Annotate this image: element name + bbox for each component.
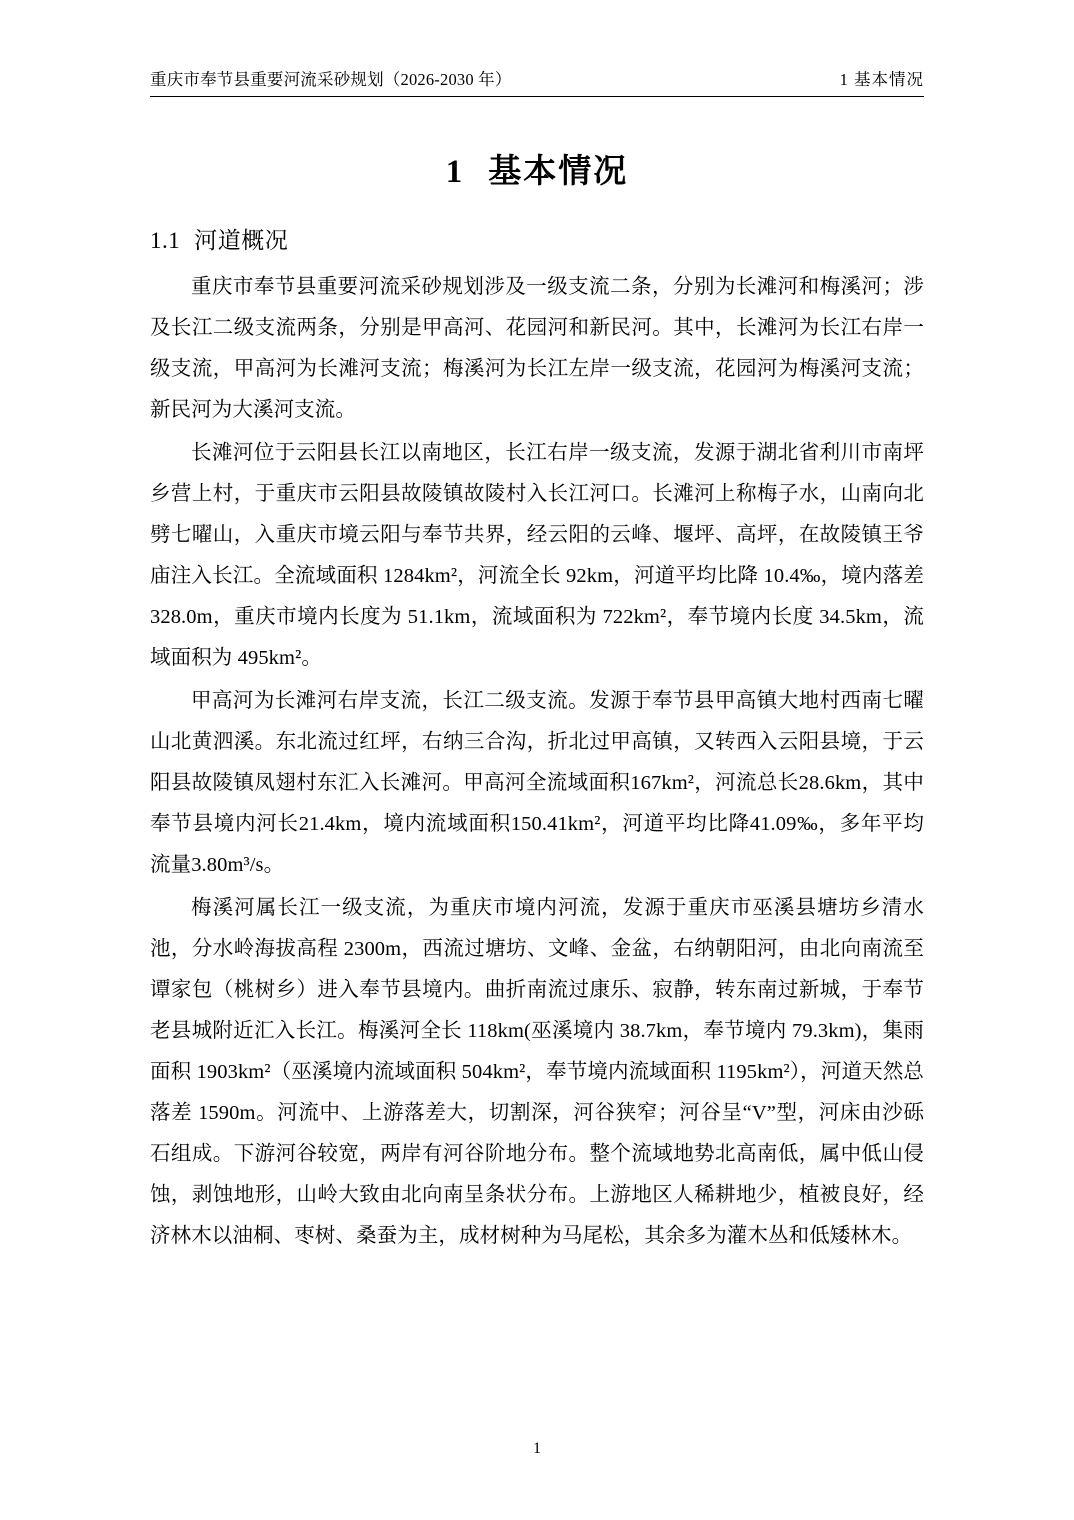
paragraph: 甲高河为长滩河右岸支流，长江二级支流。发源于奉节县甲高镇大地村西南七曜山北黄泗溪。东北流过红坪，右纳三合沟，折北过甲高镇，又转西入云阳县境，于云阳县故陵镇凤翅村东汇入长滩河。甲高河全流域面积167km²，河流总长28.6km，其中奉节县境内河长21.4km，境内流域面积150.41km²，河道平均比降41.09‰，多年平均流量3.80m³/s。 (150, 689, 924, 876)
section-title-text: 河道概况 (194, 227, 289, 254)
header-chapter-label: 1 基本情况 (839, 70, 924, 89)
paragraph: 梅溪河属长江一级支流，为重庆市境内河流，发源于重庆市巫溪县塘坊乡清水池，分水岭海拔高程 2300m，西流过塘坊、文峰、金盆，右纳朝阳河，由北向南流至谭家包（桃树乡）进入奉节县境内。曲折南流过康乐、寂静，转东南过新城，于奉节老县城附近汇入长江。梅溪河全长 118km(巫溪境内 38.7km，奉节境内 79.3km)，集雨面积 1903km²（巫溪境内流域面积 504km²，奉节境内流域面积 1195km²），河道天然总落差 1590m。河流中、上游落差大，切割深，河谷狭窄；河谷呈“V”型，河床由沙砾石组成。下游河谷较宽，两岸有河谷阶地分布。整个流域地势北高南低，属中低山侵蚀，剥蚀地形，山岭大致由北向南呈条状分布。上游地区人稀耕地少，植被良好，经济林木以油桐、枣树、桑蚕为主，成材树种为马尾松，其余多为灌木丛和低矮林木。 (150, 896, 924, 1247)
chapter-heading (150, 145, 924, 192)
page-number: 1 (533, 1440, 541, 1457)
section-number: 1.1 (150, 227, 181, 253)
page-header (150, 70, 924, 97)
header-document-title: 重庆市奉节县重要河流采砂规划（2026-2030 年） (150, 70, 512, 89)
chapter-number: 1 (445, 153, 465, 190)
paragraph: 重庆市奉节县重要河流采砂规划涉及一级支流二条，分别为长滩河和梅溪河；涉及长江二级支流两条，分别是甲高河、花园河和新民河。其中，长滩河为长江右岸一级支流，甲高河为长滩河支流；梅溪河为长江左岸一级支流，花园河为梅溪河支流；新民河为大溪河支流。 (150, 275, 924, 421)
page-footer (0, 1440, 1074, 1458)
chapter-title-text: 基本情况 (488, 150, 629, 190)
section-heading (150, 222, 924, 255)
paragraph: 长滩河位于云阳县长江以南地区，长江右岸一级支流，发源于湖北省利川市南坪乡营上村，于重庆市云阳县故陵镇故陵村入长江河口。长滩河上称梅子水，山南向北劈七曜山，入重庆市境云阳与奉节共界，经云阳的云峰、堰坪、高坪，在故陵镇王爷庙注入长江。全流域面积 1284km²，河流全长 92km，河道平均比降 10.4‰，境内落差 328.0m，重庆市境内长度为 51.1km，流域面积为 722km²，奉节境内长度 34.5km，流域面积为 495km²。 (150, 441, 924, 669)
